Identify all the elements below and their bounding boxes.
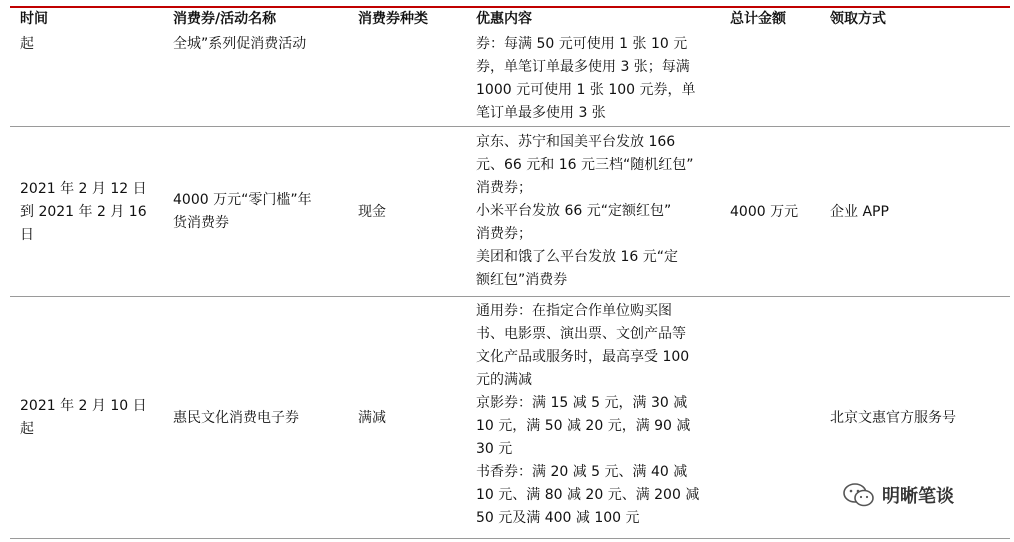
cell-line: 元、66 元和 16 元三档“随机红包”: [476, 157, 694, 173]
cell-line: 企业 APP: [830, 203, 889, 220]
cell-line: 北京文惠官方服务号: [830, 409, 956, 426]
cell-type: [358, 407, 386, 430]
header-name: 消费券/活动名称: [173, 11, 277, 27]
cell-line: 货消费券: [173, 215, 229, 231]
cell-line: 文化产品或服务时，最高享受 100: [476, 349, 690, 365]
cell-line: 2021 年 2 月 12 日: [20, 180, 147, 197]
cell-line: 现金: [358, 203, 386, 220]
cell-line: 美团和饿了么平台发放 16 元“定: [476, 249, 678, 265]
cell-type: [358, 201, 386, 224]
cell-time: [20, 395, 147, 441]
cell-line: 券，单笔订单最多使用 3 张；每满: [476, 59, 690, 75]
cell-line: 全城”系列促消费活动: [173, 36, 307, 52]
cell-line: 起: [20, 421, 34, 437]
cell-content: [476, 33, 696, 125]
cell-line: 2021 年 2 月 10 日: [20, 398, 147, 414]
header-total: 总计金额: [730, 11, 786, 27]
cell-line: 4000 万元“零门槛”年: [173, 192, 312, 208]
cell-line: 50 元及满 400 减 100 元: [476, 510, 640, 526]
cell-line: 额红包”消费券: [476, 272, 568, 288]
header-method: 领取方式: [830, 11, 886, 27]
cell-line: 4000 万元: [730, 203, 799, 220]
cell-line: 惠民文化消费电子券: [173, 409, 299, 426]
watermark: [842, 482, 954, 508]
cell-line: 书香券：满 20 减 5 元、满 40 减: [476, 464, 688, 480]
cell-name: [173, 33, 306, 56]
wechat-icon: [842, 482, 876, 508]
cell-line: 满减: [358, 409, 386, 426]
cell-line: 京东、苏宁和国美平台发放 166: [476, 134, 676, 150]
cell-line: 到 2021 年 2 月 16: [20, 203, 147, 220]
cell-line: 笔订单最多使用 3 张: [476, 105, 606, 121]
header-time: 时间: [20, 11, 48, 27]
cell-line: 日: [20, 226, 34, 243]
cell-method: [830, 407, 956, 430]
cell-line: 起: [20, 36, 34, 52]
cell-name: [173, 407, 299, 430]
cell-line: 10 元、满 80 减 20 元、满 200 减: [476, 487, 700, 503]
row-divider: [10, 538, 1010, 539]
cell-line: 10 元，满 50 减 20 元，满 90 减: [476, 418, 691, 434]
cell-line: 京影券：满 15 减 5 元，满 30 减: [476, 395, 688, 411]
watermark-text: 明晰笔谈: [882, 486, 954, 507]
cell-time: [20, 33, 34, 56]
cell-content: [476, 300, 699, 530]
cell-time: [20, 178, 147, 247]
header-type: 消费券种类: [358, 11, 428, 27]
cell-total: [730, 201, 798, 224]
cell-line: 元的满减: [476, 372, 532, 388]
row-divider: [10, 296, 1010, 297]
cell-line: 30 元: [476, 441, 513, 457]
cell-method: [830, 201, 889, 224]
cell-line: 券：每满 50 元可使用 1 张 10 元: [476, 36, 688, 52]
cell-content: [476, 131, 694, 292]
cell-line: 书、电影票、演出票、文创产品等: [476, 326, 686, 342]
cell-line: 消费券；: [476, 226, 532, 242]
cell-line: 通用券：在指定合作单位购买图: [476, 303, 672, 319]
header-content: 优惠内容: [476, 11, 532, 27]
row-divider: [10, 126, 1010, 127]
cell-name: [173, 189, 312, 235]
cell-line: 消费券；: [476, 180, 532, 196]
cell-line: 1000 元可使用 1 张 100 元券，单: [476, 82, 696, 98]
cell-line: 小米平台发放 66 元“定额红包”: [476, 203, 672, 219]
